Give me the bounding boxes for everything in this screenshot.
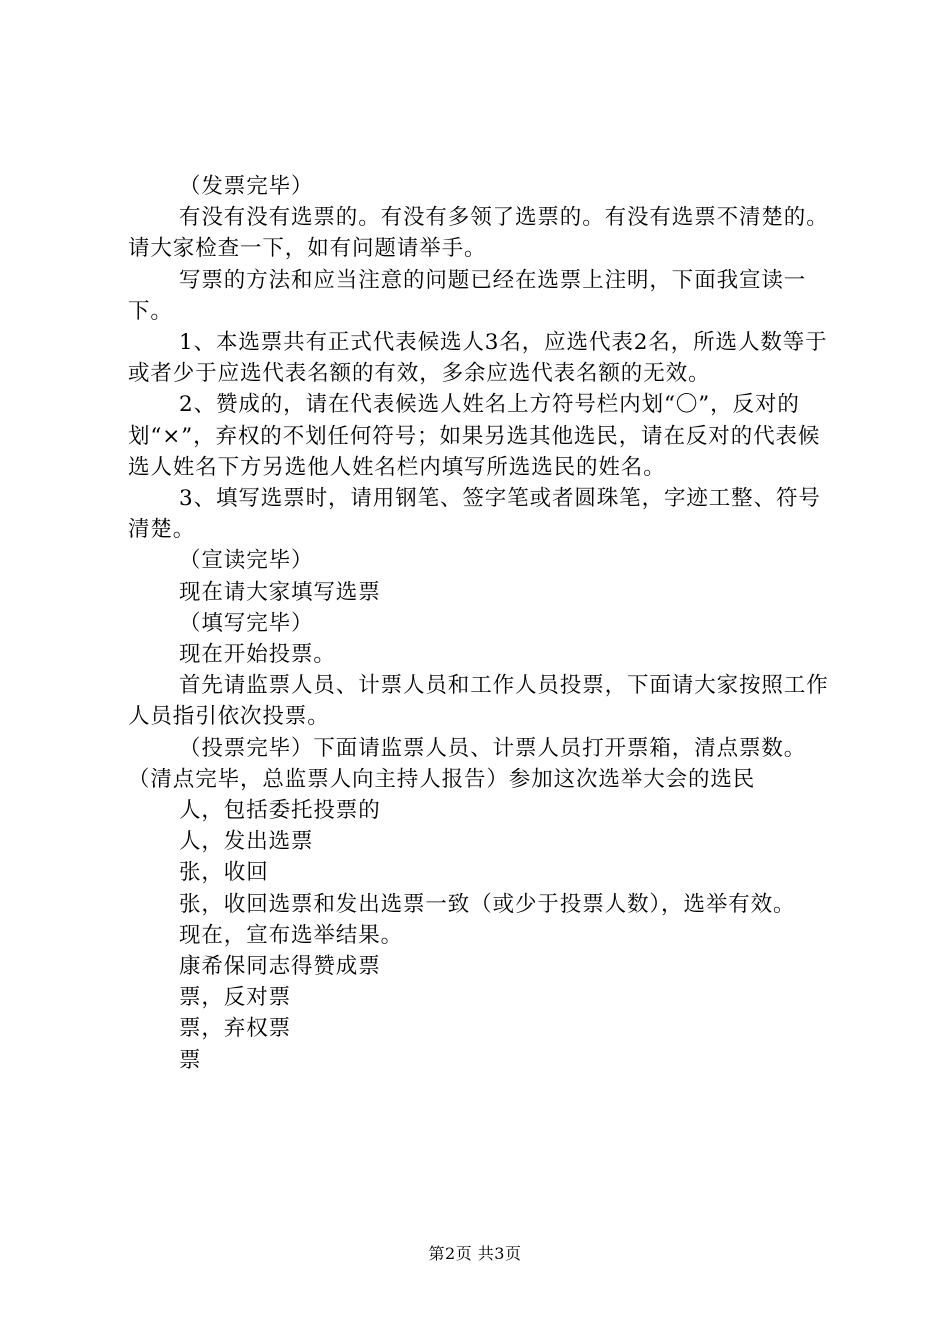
paragraph: 现在，宣布选举结果。 (179, 922, 404, 948)
page-number-label: 第2页 共3页 (428, 1244, 522, 1263)
paragraph: 现在开始投票。 (179, 642, 336, 668)
paragraph: 首先请监票人员、计票人员和工作人员投票，下面请大家按照工作人员指引依次投票。 (128, 673, 829, 730)
paragraph: （宣读完毕） (179, 548, 314, 574)
paragraph: 3、填写选票时，请用钢笔、签字笔或者圆珠笔，字迹工整、符号清楚。 (128, 486, 821, 543)
paragraph: 票 (179, 1047, 202, 1073)
document-body (128, 171, 834, 1076)
paragraph: 康希保同志得赞成票 (179, 954, 381, 980)
paragraph: 人，包括委托投票的 (179, 798, 381, 824)
paragraph: 张，收回 (179, 860, 269, 886)
paragraph: （填写完毕） (179, 610, 314, 636)
paragraph: （发票完毕） (179, 174, 314, 199)
paragraph: （投票完毕）下面请监票人员、计票人员打开票箱，清点票数。（清点完毕，总监票人向主持人报告）参加这次选举大会的选民 (128, 735, 807, 792)
paragraph: 有没有没有选票的。有没有多领了选票的。有没有选票不清楚的。请大家检查一下，如有问题请举手。 (128, 205, 829, 262)
paragraph: 人，发出选票 (179, 829, 314, 855)
paragraph: 1、本选票共有正式代表候选人3名，应选代表2名，所选人数等于或者少于应选代表名额的有效，多余应选代表名额的无效。 (128, 330, 828, 387)
paragraph: 张，收回选票和发出选票一致（或少于投票人数），选举有效。 (179, 891, 796, 917)
paragraph: 写票的方法和应当注意的问题已经在选票上注明，下面我宣读一下。 (128, 267, 807, 324)
paragraph: 2、赞成的，请在代表候选人姓名上方符号栏内划“〇”，反对的划“×”，弃权的不划任何符号；如果另选其他选民，请在反对的代表候选人姓名下方另选他人姓名栏内填写所选选民的姓名。 (128, 392, 821, 480)
paragraph: 票，弃权票 (179, 1016, 292, 1042)
paragraph: 现在请大家填写选票 (179, 579, 381, 605)
paragraph: 票，反对票 (179, 985, 292, 1011)
page-footer (0, 1244, 950, 1264)
